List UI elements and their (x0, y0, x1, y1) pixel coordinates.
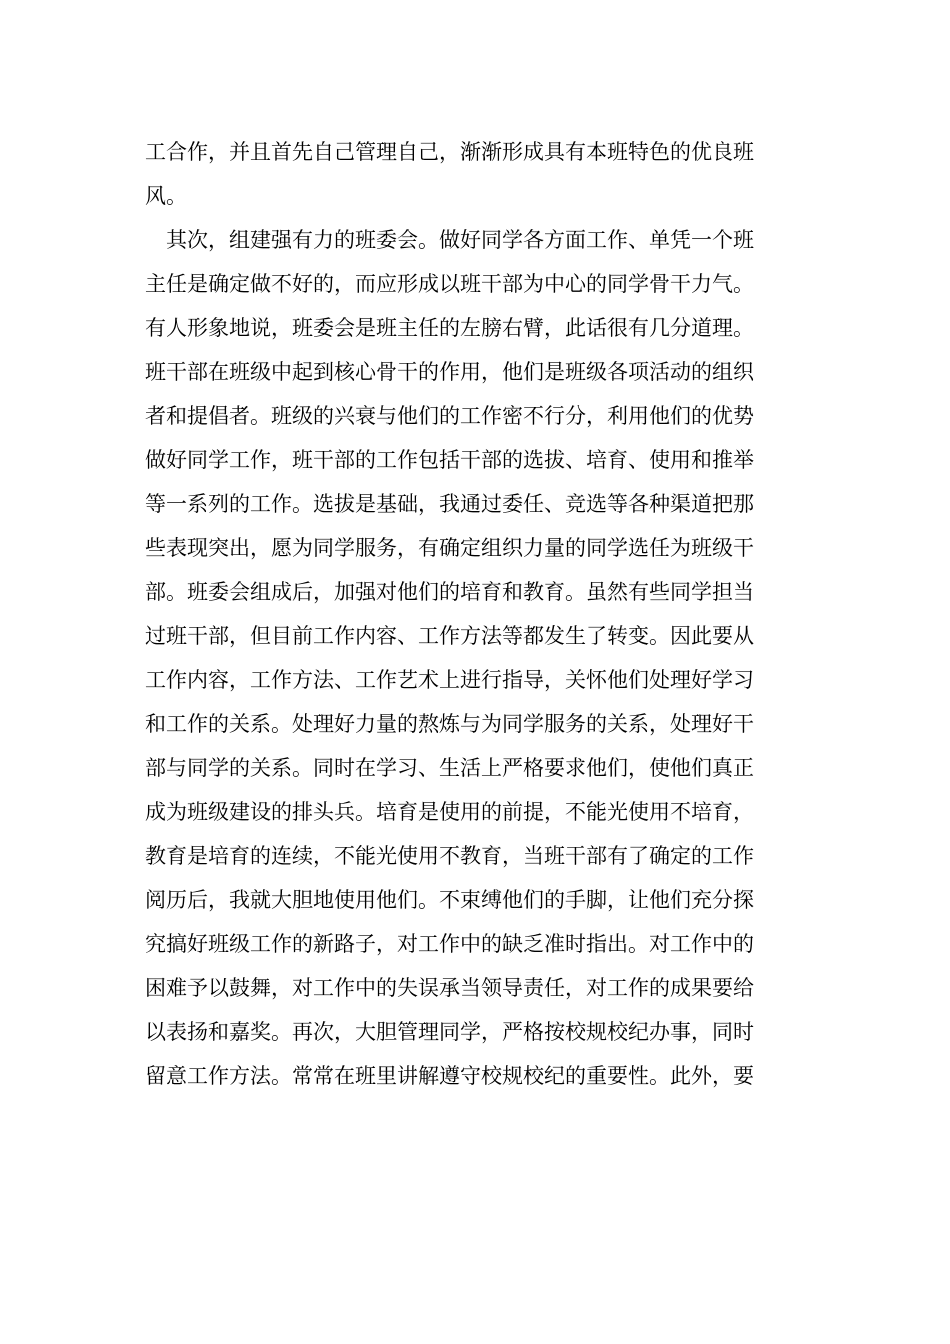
text-line: 困难予以鼓舞，对工作中的失误承当领导责任，对工作的成果要给 (145, 976, 754, 1000)
paragraph-start-line: 其次，组建强有力的班委会。做好同学各方面工作、单凭一个班 (166, 228, 754, 252)
body-text (145, 130, 815, 1098)
text-line: 以表扬和嘉奖。再次，大胆管理同学，严格按校规校纪办事，同时 (145, 1020, 754, 1044)
text-line: 主任是确定做不好的，而应形成以班干部为中心的同学骨干力气。 (145, 272, 754, 296)
text-line: 做好同学工作，班干部的工作包括干部的选拔、培育、使用和推举 (145, 448, 754, 472)
text-line: 有人形象地说，班委会是班主任的左膀右臂，此话很有几分道理。 (145, 316, 754, 340)
text-line: 过班干部，但目前工作内容、工作方法等都发生了转变。因此要从 (145, 624, 754, 648)
text-line: 和工作的关系。处理好力量的熬炼与为同学服务的关系，处理好干 (145, 712, 754, 736)
text-line: 成为班级建设的排头兵。培育是使用的前提，不能光使用不培育， (145, 800, 754, 824)
text-line: 究搞好班级工作的新路子，对工作中的缺乏准时指出。对工作中的 (145, 932, 754, 956)
text-line: 些表现突出，愿为同学服务，有确定组织力量的同学选任为班级干 (145, 536, 754, 560)
text-line: 风。 (145, 184, 187, 208)
text-line: 留意工作方法。常常在班里讲解遵守校规校纪的重要性。此外，要 (145, 1064, 754, 1088)
text-line: 者和提倡者。班级的兴衰与他们的工作密不行分，利用他们的优势 (145, 404, 754, 428)
text-line: 班干部在班级中起到核心骨干的作用，他们是班级各项活动的组织 (145, 360, 754, 384)
text-line: 部与同学的关系。同时在学习、生活上严格要求他们，使他们真正 (145, 756, 754, 780)
text-line: 工合作，并且首先自己管理自己，渐渐形成具有本班特色的优良班 (145, 140, 754, 164)
text-line: 部。班委会组成后，加强对他们的培育和教育。虽然有些同学担当 (145, 580, 754, 604)
text-line: 阅历后，我就大胆地使用他们。不束缚他们的手脚，让他们充分探 (145, 888, 754, 912)
text-line: 等一系列的工作。选拔是基础，我通过委任、竞选等各种渠道把那 (145, 492, 754, 516)
text-line: 教育是培育的连续，不能光使用不教育，当班干部有了确定的工作 (145, 844, 754, 868)
text-line: 工作内容，工作方法、工作艺术上进行指导，关怀他们处理好学习 (145, 668, 754, 692)
